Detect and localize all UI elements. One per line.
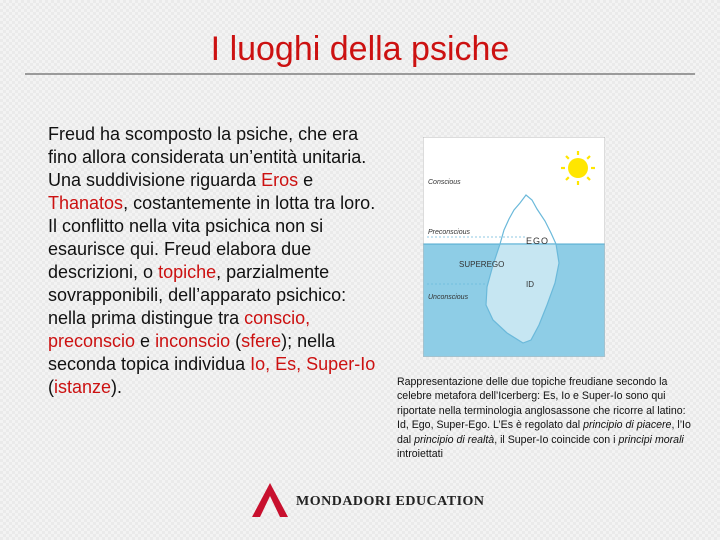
term-sfere: sfere <box>241 331 282 351</box>
label-ego: EGO <box>526 236 550 246</box>
body-text: Freud ha scomposto la psiche, che era fino allora considerata un’entità unitaria. Una suddivisione riguarda <box>48 124 367 190</box>
caption-text: Rappresentazione delle due topiche freudiane secondo la celebre metafora dell’Icerberg: Es, Io e Super-Io sono qui riportate nella terminologia anglosassone che ricorre al latino: Id, Ego, Super-Ego. L’Es è regolato dal <box>397 376 686 432</box>
label-preconscious: Preconscious <box>428 229 471 236</box>
caption-italic: principio di piacere <box>583 419 672 432</box>
label-superego: SUPEREGO <box>459 260 505 269</box>
term-io-es-superio: Io, Es, Super-Io <box>250 354 376 374</box>
body-text: ). <box>111 377 123 397</box>
figure-caption <box>397 375 697 461</box>
caption-italic: principi morali <box>618 433 684 446</box>
body-text: ); nella seconda topica individua <box>48 331 336 374</box>
caption-text: , l’Io dal <box>397 419 691 446</box>
iceberg-figure <box>423 137 605 357</box>
term-thanatos: Thanatos <box>48 193 124 213</box>
caption-text: introiettati <box>397 448 443 461</box>
body-text: , costantemente in lotta tra loro. Il conflitto nella vita psichica non si esaurisce qui. Freud elabora due descrizioni, o <box>48 193 376 282</box>
term-inconscio: inconscio <box>155 331 231 351</box>
title-divider <box>25 73 695 75</box>
body-text: ( <box>230 331 242 351</box>
term-istanze: istanze <box>54 377 112 397</box>
term-conscio-preconscio: conscio, preconscio <box>48 308 311 351</box>
term-topiche: topiche <box>158 262 217 282</box>
body-text: e <box>298 170 314 190</box>
body-text: e <box>135 331 156 351</box>
slide-title: I luoghi della psiche <box>210 30 510 68</box>
caption-italic: principio di realtà <box>414 433 495 446</box>
body-paragraph <box>48 123 383 399</box>
body-text: , parzialmente sovrapponibili, dell’apparato psichico: nella prima distingue tra <box>48 262 347 328</box>
body-text: ( <box>48 377 54 397</box>
publisher-logo <box>250 482 550 522</box>
caption-text: , il Super-Io coincide con i <box>494 433 619 446</box>
term-eros: Eros <box>261 170 299 190</box>
mondadori-logo-icon <box>250 482 290 518</box>
label-conscious: Conscious <box>428 179 461 186</box>
label-unconscious: Unconscious <box>428 294 469 301</box>
label-id: ID <box>526 280 534 289</box>
logo-text: MONDADORI EDUCATION <box>296 494 485 509</box>
